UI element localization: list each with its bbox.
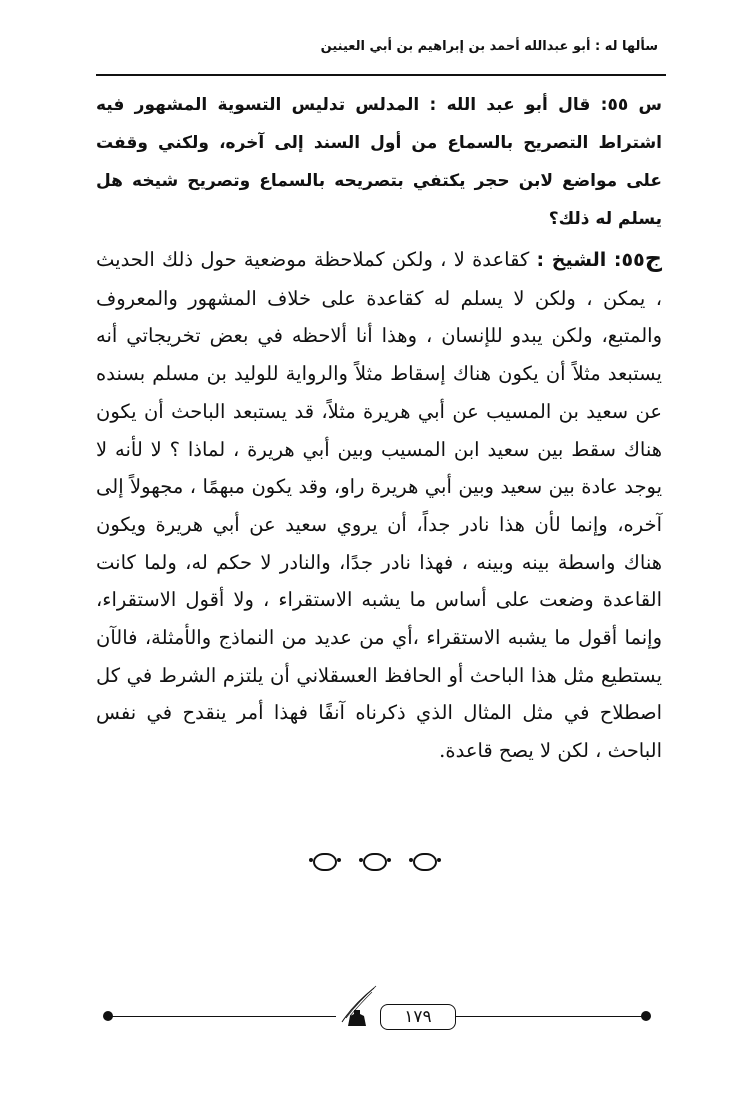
answer-label-letter: ج [644, 244, 663, 272]
question-paragraph: س ٥٥: قال أبو عبد الله : المدلس تدليس التسوية المشهور فيه اشتراط التصريح بالسماع من أول السند إلى آخره، ولكني وقفت على مواضع لابن حجر يكتفي بتصريحه بالسماع وتصريح شيخه هل يسلم له ذلك؟ [96, 95, 662, 229]
footer-line-right [456, 1016, 646, 1017]
footer-line-left [108, 1016, 336, 1017]
section-separator [0, 853, 750, 871]
footer-dot-right [641, 1011, 651, 1021]
answer-label [536, 244, 663, 272]
answer-paragraph [96, 240, 662, 770]
inkwell-quill-icon [334, 982, 378, 1032]
oval-ornament-icon [313, 853, 337, 871]
oval-ornament-icon [413, 853, 437, 871]
answer-label-rest: ٥٥: الشيخ : [536, 249, 645, 271]
answer-body: كقاعدة لا ، ولكن كملاحظة موضعية حول ذلك الحديث ، يمكن ، ولكن لا يسلم له كقاعدة على خلاف المشهور والمعروف والمتبع، ولكن يبدو للإنسان ، وهذا أنا ألاحظه في بعض تخريجاتي أنه يستبعد مثلاً أن يكون هناك إسقاط مثلاً والرواية للوليد بن مسلم بسنده عن سعيد بن المسيب عن أبي هريرة مثلاً، قد يستبعد الباحث أن يكون هناك سقط بين سعيد ابن المسيب وبين أبي هريرة ، لماذا ؟ لا لأنه لا يوجد عادة بين سعيد وبين أبي هريرة راو، وقد يكون مبهمًا ، مجهولاً إلى آخره، وإنما لأن هذا نادر جداً، أن يروي سعيد عن أبي هريرة ويكون هناك واسطة بينه وبينه ، فهذا نادر جدًا، والنادر لا حكم له، ولما كانت القاعدة وضعت على أساس ما يشبه الاستقراء ، ولا أقول الاستقراء، وإنما أقول ما يشبه الاستقراء ،أي من عديد من النماذج والأمثلة، فالآن يستطيع مثل هذا الباحث أو الحافظ العسقلاني أن يلتزم الشرط في كل اصطلاح في مثل المثال الذي ذكرناه آنفًا فهذا أمر ينقدح في نفس الباحث ، لكن لا يصح قاعدة. [96, 248, 662, 763]
header-divider [96, 74, 666, 76]
oval-ornament-icon [363, 853, 387, 871]
page-number: ١٧٩ [380, 1004, 456, 1030]
running-header: سألها له : أبو عبدالله أحمد بن إبراهيم بن أبي العينين [320, 39, 658, 54]
page-footer [0, 990, 750, 1040]
